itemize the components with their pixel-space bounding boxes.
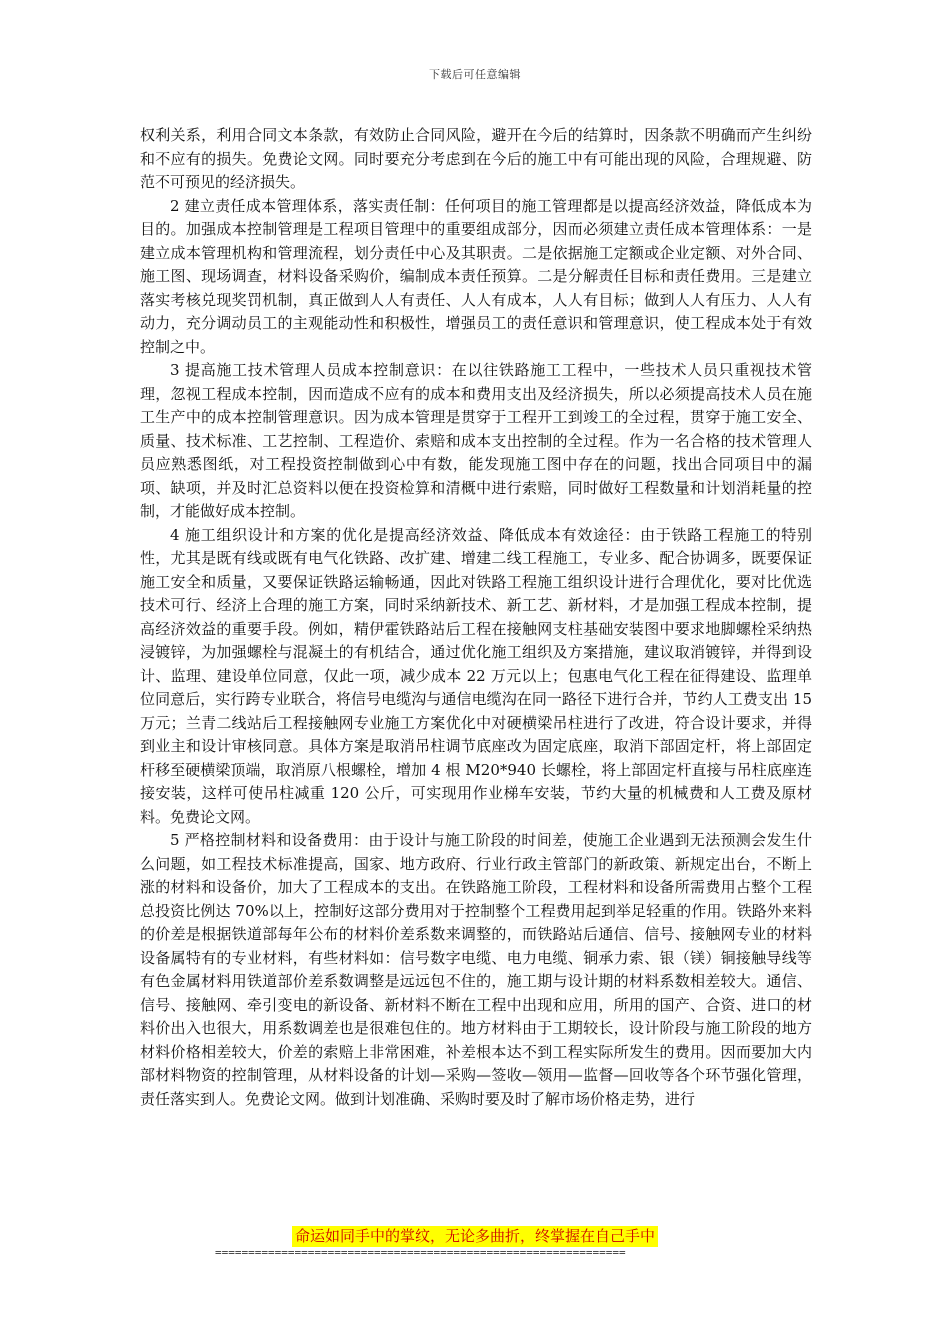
motto-text: 命运如同手中的掌纹，无论多曲折，终掌握在自己手中 [292,1226,658,1247]
document-body [140,124,812,1111]
paragraph-material-equipment: 5 严格控制材料和设备费用：由于设计与施工阶段的时间差，使施工企业遇到无法预测会发生什么问题，如工程技术标准提高，国家、地方政府、行业行政主管部门的新政策、新规定出台，不断上涨的材料和设备价，加大了工程成本的支出。在铁路施工阶段，工程材料和设备所需费用占整个工程总投资比例达 70%以上，控制好这部分费用对于控制整个工程费用起到举足轻重的作用。铁路外来料的价差是根据铁道部每年公布的材料价差系数来调整的，而铁路站后通信、信号、接触网专业的材料设备属特有的专业材料，有些材料如：信号数字电缆、电力电缆、铜承力索、银（镁）铜接触导线等有色金属材料用铁道部价差系数调整是远远包不住的，施工期与设计期的材料系数相差较大。通信、信号、接触网、牵引变电的新设备、新材料不断在工程中出现和应用，所用的国产、合资、进口的材料价出入也很大，用系数调差也是很难包住的。地方材料由于工期较长，设计阶段与施工阶段的地方材料价格相差较大，价差的索赔上非常困难，补差根本达不到工程实际所发生的费用。因而要加大内部材料物资的控制管理，从材料设备的计划—采购—签收—领用—监督—回收等各个环节强化管理，责任落实到人。免费论文网。做到计划准确、采购时要及时了解市场价格走势，进行 [140,831,812,1108]
paragraph-contract-risk: 权利关系，利用合同文本条款，有效防止合同风险，避开在今后的结算时，因条款不明确而产生纠纷和不应有的损失。免费论文网。同时要充分考虑到在今后的施工中有可能出现的风险，合理规避、防范不可预见的经济损失。 [140,126,812,191]
paragraph-responsibility-cost: 2 建立责任成本管理体系，落实责任制：任何项目的施工管理都是以提高经济效益，降低成本为目的。加强成本控制管理是工程项目管理中的重要组成部分，因而必须建立责任成本管理体系：一是建立成本管理机构和管理流程，划分责任中心及其职责。二是依据施工定额或企业定额、对外合同、施工图、现场调查，材料设备采购价，编制成本责任预算。二是分解责任目标和责任费用。三是建立落实考核兑现奖罚机制，真正做到人人有责任、人人有成本，人人有目标；做到人人有压力、人人有动力，充分调动员工的主观能动性和积极性，增强员工的责任意识和管理意识，使工程成本处于有效控制之中。 [140,196,812,356]
footer-motto [0,1226,950,1247]
page-header-note: 下载后可任意编辑 [429,68,521,81]
paragraph-construction-optimization: 4 施工组织设计和方案的优化是提高经济效益、降低成本有效途径：由于铁路工程施工的特别性，尤其是既有线或既有电气化铁路、改扩建、增建二线工程施工，专业多、配合协调多，既要保证施工安全和质量，又要保证铁路运输畅通，因此对铁路工程施工组织设计进行合理优化，要对比优选技术可行、经济上合理的施工方案，同时采纳新技术、新工艺、新材料，才是加强工程成本控制，提高经济效益的重要手段。例如，精伊霍铁路站后工程在接触网支柱基础安装图中要求地脚螺栓采纳热浸镀锌，为加强螺栓与混凝土的有机结合，通过优化施工组织及方案措施，建议取消镀锌，并得到设计、监理、建设单位同意，仅此一项，减少成本 22 万元以上；包惠电气化工程在征得建设、监理单位同意后，实行跨专业联合，将信号电缆沟与通信电缆沟在同一路径下进行合并，节约人工费支出 15 万元；兰青二线站后工程接触网专业施工方案优化中对硬横梁吊柱进行了改进，符合设计要求，并得到业主和设计审核同意。具体方案是取消吊柱调节底座改为固定底座，取消下部固定杆，将上部固定杆移至硬横梁顶端，取消原八根螺栓，增加 4 根 M20*940 长螺栓，将上部固定杆直接与吊柱底座连接安装，这样可使吊柱减重 120 公斤，可实现用作业梯车安装，节约大量的机械费和人工费及原材料。免费论文网。 [140,525,812,826]
paragraph-technical-staff: 3 提高施工技术管理人员成本控制意识：在以往铁路施工工程中，一些技术人员只重视技术管理，忽视工程成本控制，因而造成不应有的成本和费用支出及经济损失，所以必须提高技术人员在施工生产中的成本控制管理意识。因为成本管理是贯穿于工程开工到竣工的全过程，贯穿于施工安全、质量、技术标准、工艺控制、工程造价、索赔和成本支出控制的全过程。作为一名合格的技术管理人员应熟悉图纸，对工程投资控制做到心中有数，能发现施工图中存在的问题，找出合同项目中的漏项、缺项，并及时汇总资料以便在投资检算和清概中进行索赔，同时做好工程数量和计划消耗量的控制，才能做好成本控制。 [140,361,812,520]
footer-divider: ============================================================== [215,1246,626,1259]
